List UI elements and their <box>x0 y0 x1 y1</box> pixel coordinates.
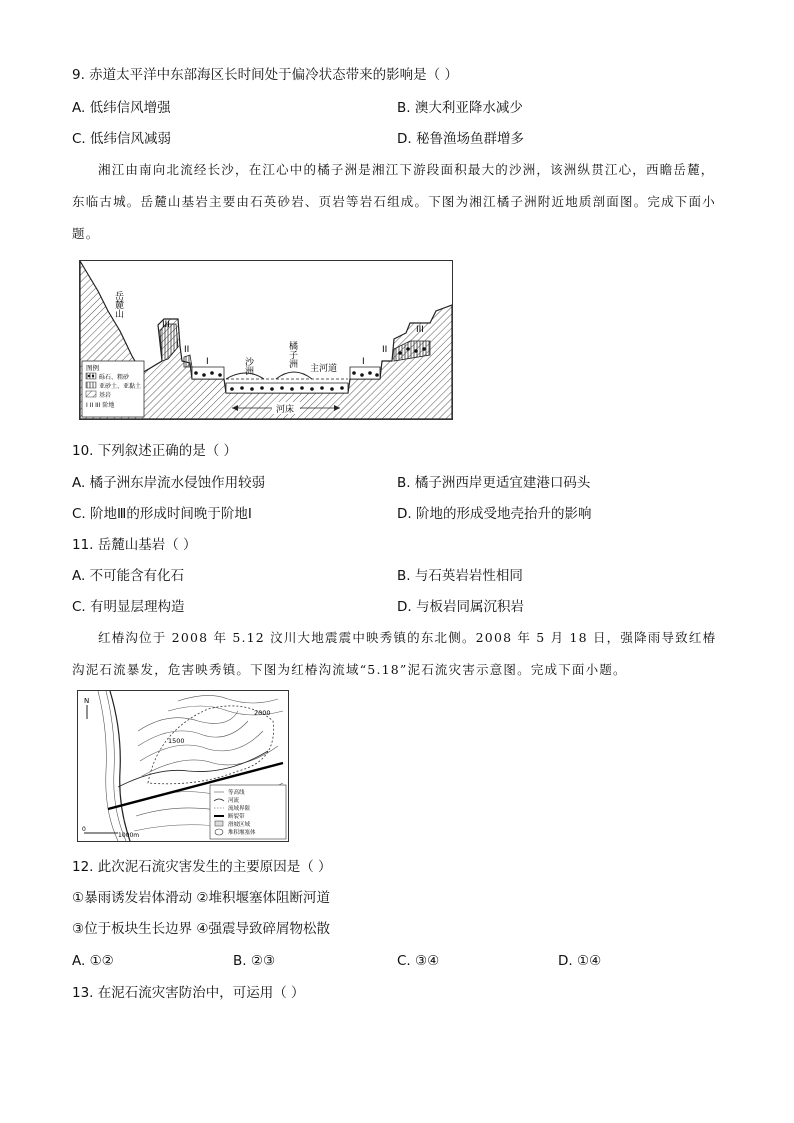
cross-section-figure <box>79 260 453 420</box>
q10-stem: 10. 下列叙述正确的是（ ） <box>72 443 238 459</box>
q9-option-a[interactable]: A. 低纬信风增强 <box>72 100 171 116</box>
label-terrace-ii-left: II <box>184 345 190 355</box>
q10-option-d[interactable]: D. 阶地的形成受地壳抬升的影响 <box>397 506 592 522</box>
q11-option-d[interactable]: D. 与板岩同属沉积岩 <box>397 599 524 615</box>
q13-stem: 13. 在泥石流灾害防治中，可运用（ ） <box>72 985 305 1001</box>
legend-river: 河流 <box>228 798 240 804</box>
legend-boundary: 流域界限 <box>228 806 251 812</box>
legend-gravel: 砾石、粗砂 <box>99 374 130 381</box>
legend-bedrock: 基岩 <box>99 392 112 399</box>
q11-stem: 11. 岳麓山基岩（ ） <box>72 537 197 553</box>
q12-statements-2: ③位于板块生长边界 ④强震导致碎屑物松散 <box>72 921 330 937</box>
label-riverbed: 河床 <box>276 405 295 415</box>
debris-flow-map <box>77 690 289 842</box>
passage-xiangjiang-text: 湘江由南向北流经长沙，在江心中的橘子洲是湘江下游段面积最大的沙洲，该洲纵贯江心，西瞻岳麓，东临古城。岳麓山基岩主要由石英砂岩、页岩等岩石组成。下图为湘江橘子洲附近地质剖面图。完成下面小题。 <box>72 162 716 241</box>
scale-label: 1000m <box>118 832 140 839</box>
scale-zero: 0 <box>82 826 86 833</box>
q10-option-a[interactable]: A. 橘子洲东岸流水侵蚀作用较弱 <box>72 475 266 491</box>
passage-hongchungou <box>72 622 722 686</box>
q12-option-b[interactable]: B. ②③ <box>233 953 276 969</box>
q12-option-d[interactable]: D. ①④ <box>558 953 602 969</box>
legend-deposit: 堆积堰塞体 <box>228 830 256 836</box>
label-terrace-i-right: I <box>362 357 365 367</box>
cross-section-diagram <box>80 261 452 419</box>
label-terrace-iii-right: III <box>416 325 424 335</box>
passage-hongchungou-text: 红椿沟位于 2008 年 5.12 汶川大地震震中映秀镇的东北侧。2008 年 5 月 18 日，强降雨导致红椿沟泥石流暴发，危害映秀镇。下图为红椿沟流域“5.18”泥石流灾害示意图。完成下面小题。 <box>72 630 717 677</box>
q11-option-a[interactable]: A. 不可能含有化石 <box>72 568 185 584</box>
north-label: N <box>84 697 90 705</box>
q11-option-b[interactable]: B. 与石英岩岩性相同 <box>397 568 523 584</box>
debris-flow-map-svg <box>78 691 288 841</box>
label-juzizhou: 橘子洲 <box>287 341 297 368</box>
legend-contour: 等高线 <box>228 790 245 796</box>
label-terrace-ii-right: II <box>382 345 388 355</box>
q12-stem: 12. 此次泥石流灾害发生的主要原因是（ ） <box>72 859 332 875</box>
legend-terrace: I II III 阶地 <box>86 402 115 409</box>
q12-option-a[interactable]: A. ①② <box>72 953 114 969</box>
q11-option-c[interactable]: C. 有明显层理构造 <box>72 599 185 615</box>
label-main-channel: 主河道 <box>310 364 338 374</box>
cross-section-legend <box>82 361 144 417</box>
label-terrace-i-left: I <box>206 357 209 367</box>
q9-option-d[interactable]: D. 秘鲁渔场鱼群增多 <box>397 131 524 147</box>
legend-silt: 亚砂土、亚黏土 <box>99 383 142 390</box>
label-yuelushan: 岳麓山 <box>113 291 123 318</box>
q12-statements-1: ①暴雨诱发岩体滑动 ②堆积堰塞体阻断河道 <box>72 890 330 906</box>
contour-label-1500: 1500 <box>168 737 185 745</box>
q10-option-c[interactable]: C. 阶地Ⅲ的形成时间晚于阶地Ⅰ <box>72 506 252 522</box>
q12-option-c[interactable]: C. ③④ <box>397 953 440 969</box>
label-terrace-iii-left: III <box>162 320 170 330</box>
map-legend <box>210 785 286 839</box>
contour-label-2000: 2000 <box>254 709 271 717</box>
q10-option-b[interactable]: B. 橘子洲西岸更适宜建港口码头 <box>397 475 591 491</box>
q9-option-c[interactable]: C. 低纬信风减弱 <box>72 131 172 147</box>
q9-stem: 9. 赤道太平洋中东部海区长时间处于偏冷状态带来的影响是（ ） <box>72 67 458 83</box>
q9-option-b[interactable]: B. 澳大利亚降水减少 <box>397 100 523 116</box>
legend-title: 图例 <box>86 364 99 372</box>
legend-slide: 滑坡区域 <box>228 822 251 828</box>
label-shazhou: 沙洲 <box>243 357 253 375</box>
passage-xiangjiang <box>72 154 722 250</box>
legend-fault: 断裂带 <box>228 814 245 820</box>
